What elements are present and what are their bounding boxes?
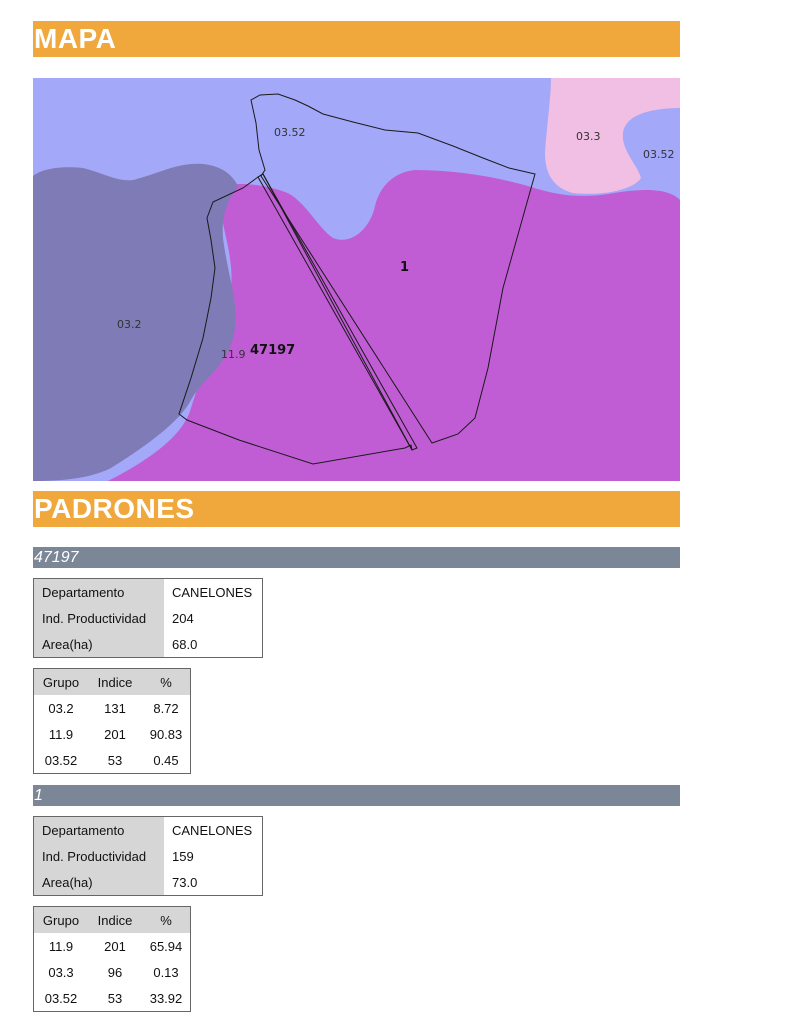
zone-label-03-2: 03.2 bbox=[117, 318, 142, 331]
info-label: Departamento bbox=[34, 817, 165, 844]
table-row bbox=[34, 605, 263, 631]
info-value: 68.0 bbox=[164, 631, 263, 658]
table-cell: 03.3 bbox=[34, 959, 89, 985]
info-value: CANELONES bbox=[164, 817, 263, 844]
table-row bbox=[34, 695, 191, 721]
info-value: 73.0 bbox=[164, 869, 263, 896]
padron-info-table bbox=[33, 578, 263, 658]
info-label: Ind. Productividad bbox=[34, 843, 165, 869]
table-cell: 90.83 bbox=[142, 721, 191, 747]
padron-groups-table bbox=[33, 668, 191, 774]
table-cell: 131 bbox=[88, 695, 142, 721]
table-row bbox=[34, 959, 191, 985]
table-cell: 8.72 bbox=[142, 695, 191, 721]
column-header: % bbox=[142, 669, 191, 696]
table-row bbox=[34, 631, 263, 658]
table-row bbox=[34, 747, 191, 774]
table-cell: 0.45 bbox=[142, 747, 191, 774]
zone-label-03-52-top: 03.52 bbox=[274, 126, 306, 139]
info-label: Area(ha) bbox=[34, 869, 165, 896]
table-cell: 11.9 bbox=[34, 721, 89, 747]
table-row bbox=[34, 985, 191, 1012]
table-cell: 65.94 bbox=[142, 933, 191, 959]
parcel-label-1: 1 bbox=[400, 260, 410, 275]
table-header-row bbox=[34, 907, 191, 934]
table-row bbox=[34, 817, 263, 844]
table-cell: 03.52 bbox=[34, 985, 89, 1012]
info-value: 159 bbox=[164, 843, 263, 869]
table-cell: 03.52 bbox=[34, 747, 89, 774]
table-cell: 53 bbox=[88, 985, 142, 1012]
padron-info-table bbox=[33, 816, 263, 896]
table-row bbox=[34, 933, 191, 959]
table-cell: 53 bbox=[88, 747, 142, 774]
padron-groups-table bbox=[33, 906, 191, 1012]
info-value: CANELONES bbox=[164, 579, 263, 606]
map-section-title: MAPA bbox=[33, 21, 680, 57]
table-row bbox=[34, 869, 263, 896]
column-header: % bbox=[142, 907, 191, 934]
column-header: Grupo bbox=[34, 669, 89, 696]
padron-header: 47197 bbox=[33, 547, 680, 568]
table-cell: 201 bbox=[88, 721, 142, 747]
table-header-row bbox=[34, 669, 191, 696]
table-cell: 96 bbox=[88, 959, 142, 985]
soil-map[interactable] bbox=[33, 78, 680, 481]
zone-label-03-3: 03.3 bbox=[576, 130, 601, 143]
table-row bbox=[34, 843, 263, 869]
info-label: Ind. Productividad bbox=[34, 605, 165, 631]
padron-header: 1 bbox=[33, 785, 680, 806]
parcel-label-47197: 47197 bbox=[250, 343, 296, 358]
table-cell: 201 bbox=[88, 933, 142, 959]
table-cell: 03.2 bbox=[34, 695, 89, 721]
table-row bbox=[34, 721, 191, 747]
zone-label-11-9: 11.9 bbox=[221, 348, 246, 361]
table-cell: 0.13 bbox=[142, 959, 191, 985]
column-header: Indice bbox=[88, 907, 142, 934]
zone-label-03-52-right: 03.52 bbox=[643, 148, 675, 161]
column-header: Indice bbox=[88, 669, 142, 696]
table-cell: 11.9 bbox=[34, 933, 89, 959]
info-label: Departamento bbox=[34, 579, 165, 606]
info-label: Area(ha) bbox=[34, 631, 165, 658]
padrones-section-title: PADRONES bbox=[33, 491, 680, 527]
info-value: 204 bbox=[164, 605, 263, 631]
table-cell: 33.92 bbox=[142, 985, 191, 1012]
table-row bbox=[34, 579, 263, 606]
column-header: Grupo bbox=[34, 907, 89, 934]
